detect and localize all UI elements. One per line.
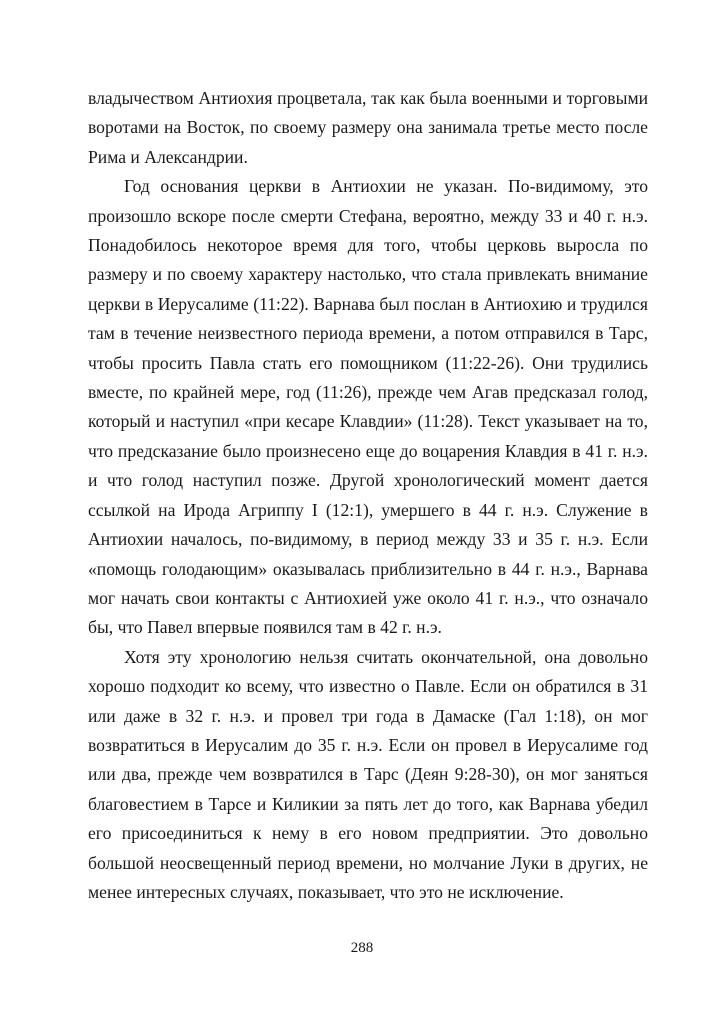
paragraph: Год основания церкви в Антиохии не указан. По-видимому, это произошло вскоре после смерти Стефана, вероятно, между 33 и 40 г. н.э. Понадобилось некоторое время для того, чтобы церковь выросла по размеру и по своему характеру настолько, что стала привлекать внимание церкви в Иерусалиме (11:22). Варнава был послан в Антиохию и трудился там в течение неизвестного периода времени, а потом отправился в Тарс, чтобы просить Павла стать его помощником (11:22-26). Они трудились вместе, по крайней мере, год (11:26), прежде чем Агав предсказал голод, который и наступил «при кесаре Клавдии» (11:28). Текст указывает на то, что предсказание было произнесено еще до воцарения Клавдия в 41 г. н.э. и что голод наступил позже. Другой хронологический момент дается ссылкой на Ирода Агриппу I (12:1), умершего в 44 г. н.э. Служение в Антиохии началось, по-видимому, в период между 33 и 35 г. н.э. Если «помощь голодающим» оказывалась приблизительно в 44 г. н.э., Варнава мог начать свои контакты с Антиохией уже около 41 г. н.э., что означало бы, что Павел впервые появился там в 42 г. н.э.: [88, 176, 648, 638]
paragraph: владычеством Антиохия процветала, так как была военными и торговыми воротами на Восток, по своему размеру она занимала третье место после Рима и Александрии.: [88, 88, 648, 167]
page-body: [88, 84, 648, 907]
paragraph: Хотя эту хронологию нельзя считать окончательной, она довольно хорошо подходит ко всему, что известно о Павле. Если он обратился в 31 или даже в 32 г. н.э. и провел три года в Дамаске (Гал 1:18), он мог возвратиться в Иерусалим до 35 г. н.э. Если он провел в Иерусалиме год или два, прежде чем возвратился в Тарс (Деян 9:28-30), он мог заняться благовестием в Тарсе и Киликии за пять лет до того, как Варнава убедил его присоединиться к нему в его новом предприятии. Это довольно большой неосвещенный период времени, но молчание Луки в других, не менее интересных случаях, показывает, что это не исключение.: [88, 646, 648, 902]
page-number: 288: [350, 940, 374, 956]
